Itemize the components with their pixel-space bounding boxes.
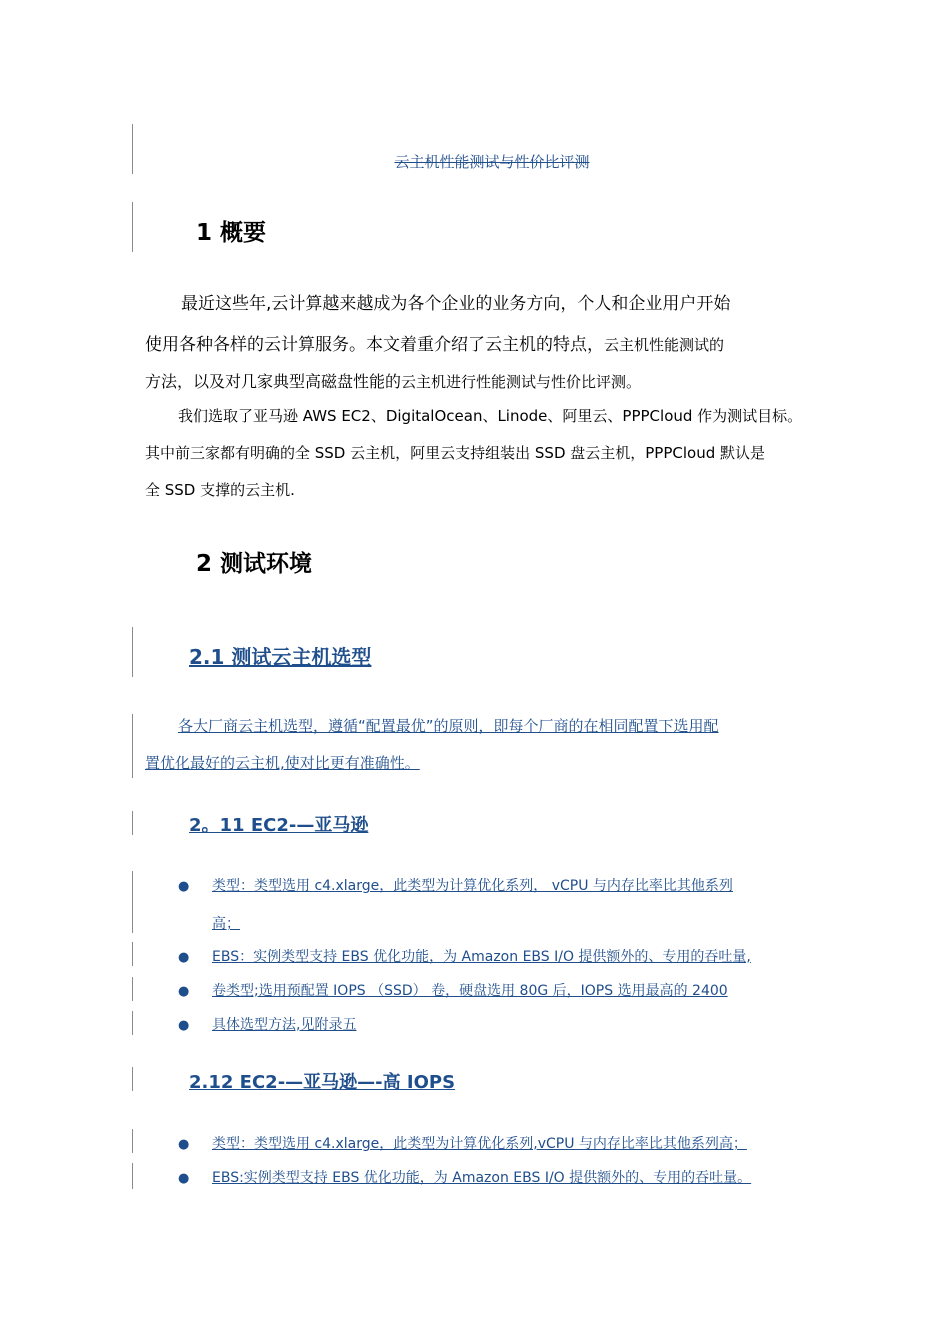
bullet-item (178, 980, 728, 1000)
revision-bar (132, 1011, 133, 1035)
revision-bar (132, 871, 133, 933)
bullet-text: EBS:实例类型支持 EBS 优化功能，为 Amazon EBS I/O 提供额外的、专用的吞吐量。 (212, 1170, 752, 1186)
section-2-heading: 2 测试环境 (196, 551, 313, 577)
bullet-dot-icon: ● (178, 1018, 190, 1033)
bullet-dot-icon: ● (178, 1137, 190, 1152)
section-2-1-para-line-1: 各大厂商云主机选型，遵循“配置最优”的原则，即每个厂商的在相同配置下选用配 (178, 717, 719, 735)
paragraph-1-line-2b: 云主机性能测试的 (604, 336, 725, 354)
document-title: 云主机性能测试与性价比评测 (394, 153, 590, 171)
section-2-12-heading: 2.12 EC2-—亚马逊—-高 IOPS (189, 1072, 456, 1093)
section-1-heading: 1 概要 (196, 220, 267, 246)
bullet-item (178, 1133, 747, 1153)
revision-bar (132, 977, 133, 1001)
bullet-item (178, 1014, 356, 1034)
revision-bar (132, 811, 133, 835)
bullet-item (178, 946, 751, 966)
paragraph-2-line-3: 全 SSD 支撑的云主机. (145, 481, 295, 499)
paragraph-1-line-3b: 云主机进行性能测试与性价比评测。 (401, 373, 642, 391)
bullet-dot-icon: ● (178, 950, 190, 965)
bullet-text: 具体选型方法,见附录五 (212, 1017, 357, 1033)
revision-bar (132, 1129, 133, 1153)
bullet-dot-icon: ● (178, 984, 190, 999)
paragraph-1-line-3 (145, 374, 641, 391)
section-2-1-heading: 2.1 测试云主机选型 (189, 645, 372, 669)
paragraph-1-line-2 (145, 337, 724, 354)
revision-bar (132, 1067, 133, 1091)
paragraph-1-line-3a: 方法，以及对几家典型高磁盘性能的 (145, 372, 402, 391)
paragraph-1-line-1: 最近这些年,云计算越来越成为各个企业的业务方向，个人和企业用户开始 (181, 294, 731, 314)
section-2-11-heading: 2。11 EC2-—亚马逊 (189, 815, 369, 836)
revision-bar (132, 202, 133, 252)
revision-bar (132, 714, 133, 778)
revision-bar (132, 942, 133, 966)
section-2-1-para-line-2: 置优化最好的云主机,使对比更有准确性。 (145, 754, 420, 772)
bullet-text: 类型：类型选用 c4.xlarge，此类型为计算优化系列， vCPU 与内存比率比其他系列 (212, 878, 733, 894)
bullet-dot-icon: ● (178, 1171, 190, 1186)
revision-bar (132, 1163, 133, 1189)
paragraph-2-line-1: 我们选取了亚马逊 AWS EC2、DigitalOcean、Linode、阿里云、PPPCloud 作为测试目标。 (178, 407, 803, 425)
bullet-dot-icon: ● (178, 879, 190, 894)
bullet-item (178, 875, 733, 895)
bullet-continuation: 高； (212, 916, 240, 932)
bullet-item (178, 1167, 751, 1187)
bullet-text: 类型：类型选用 c4.xlarge，此类型为计算优化系列,vCPU 与内存比率比其他系列高； (212, 1136, 747, 1152)
bullet-text: 卷类型;选用预配置 IOPS （SSD） 卷，硬盘选用 80G 后，IOPS 选用最高的 2400 (212, 983, 728, 999)
bullet-text: EBS：实例类型支持 EBS 优化功能，为 Amazon EBS I/O 提供额外的、专用的吞吐量, (212, 949, 751, 965)
paragraph-1-line-2a: 使用各种各样的云计算服务。本文着重介绍了云主机的特点， (145, 335, 604, 355)
revision-bar (132, 627, 133, 677)
paragraph-2-line-2: 其中前三家都有明确的全 SSD 云主机，阿里云支持组装出 SSD 盘云主机，PPPCloud 默认是 (145, 444, 766, 462)
